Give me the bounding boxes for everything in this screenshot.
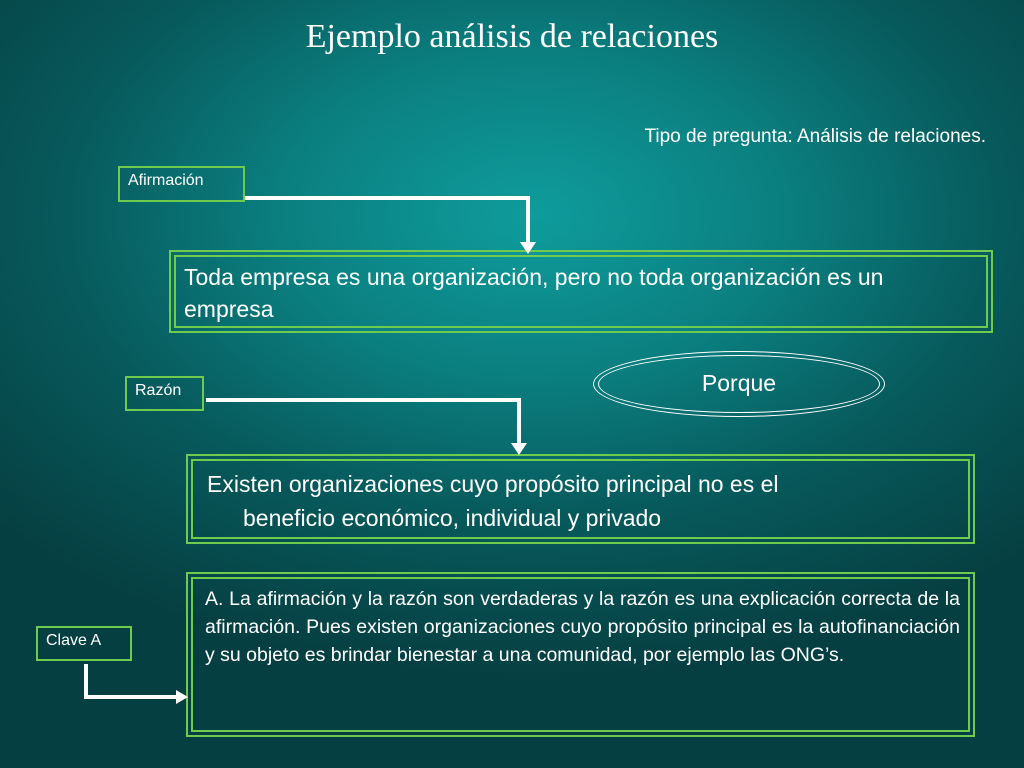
razon-label: Razón	[125, 376, 204, 411]
arrow-head-afirmacion	[520, 242, 536, 254]
arrow-head-clave	[176, 690, 188, 704]
arrow-clave	[86, 664, 178, 697]
arrow-afirmacion	[245, 198, 528, 246]
answer-box: A. La afirmación y la razón son verdaderas y la razón es una explicación correcta de la afirmación. Pues existen organizaciones cuyo propósito principal es la autofinanciación y su objeto es brindar bienestar a una comunidad, por ejemplo las ONG’s.	[191, 577, 970, 732]
clave-label: Clave A	[36, 626, 132, 661]
slide-subtitle: Tipo de pregunta: Análisis de relaciones.	[644, 126, 986, 147]
porque-label: Porque	[701, 370, 777, 396]
slide-title: Ejemplo análisis de relaciones	[305, 18, 719, 55]
arrow-head-razon	[511, 443, 527, 455]
reason-line-2: beneficio económico, individual y privado	[243, 505, 662, 531]
reason-line-1: Existen organizaciones cuyo propósito principal no es el	[207, 471, 779, 497]
statement-box: Toda empresa es una organización, pero no toda organización es un empresa	[174, 255, 988, 328]
arrow-razon	[206, 400, 519, 447]
afirmacion-label: Afirmación	[118, 166, 245, 202]
